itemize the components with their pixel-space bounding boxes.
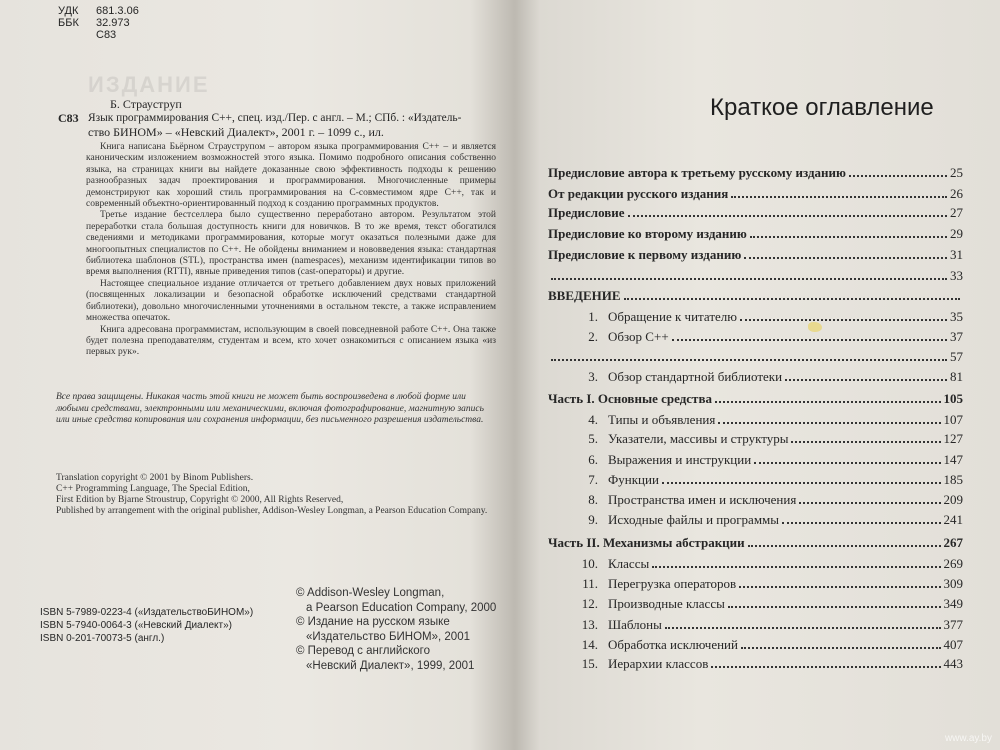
bib-author: Б. Страуструп [110, 97, 182, 111]
watermark: www.ay.by [944, 733, 992, 744]
toc-row [548, 429, 963, 447]
toc-page-number: 147 [943, 452, 963, 467]
toc-entry-label: Обзор стандартной библиотеки [608, 369, 783, 384]
toc-chapter-number: 12. [581, 596, 598, 611]
toc-chapter-number: 3. [588, 369, 598, 384]
toc-entry-label: Часть II. Механизмы абстракции [548, 535, 745, 550]
bibliographic-record [58, 97, 498, 139]
toc-row [548, 594, 963, 612]
toc-row [548, 163, 963, 181]
toc-page-number: 209 [943, 492, 963, 507]
toc-page-number: 31 [950, 247, 963, 262]
toc-entry-label: Иерархии классов [608, 656, 709, 671]
toc-leader-dots [665, 627, 941, 629]
toc-page-number: 57 [950, 349, 963, 364]
toc-leader-dots [652, 566, 940, 568]
toc-row [548, 615, 963, 633]
toc-page-number: 127 [943, 431, 963, 446]
toc-page-number: 27 [950, 205, 963, 220]
toc-entry-label: Исходные файлы и программы [608, 512, 780, 527]
udk-line: УДК 681.3.06 [58, 5, 139, 17]
toc-leader-dots [731, 196, 947, 198]
toc-entry-label: Обзор С++ [608, 329, 669, 344]
toc-leader-dots [551, 359, 947, 361]
toc-row [548, 389, 963, 407]
toc-entry-label: Типы и объявления [608, 412, 716, 427]
toc-row [548, 286, 963, 304]
annotation [86, 142, 496, 359]
toc-row [548, 245, 963, 263]
toc-entry-label: Функции [608, 472, 659, 487]
toc-page-number: 309 [943, 576, 963, 591]
toc-entry-label: Пространства имен и исключения [608, 492, 797, 507]
toc-entry-label: Выражения и инструкции [608, 452, 752, 467]
toc-leader-dots [750, 236, 947, 238]
toc-row [548, 327, 963, 345]
rights-notice: Все права защищены. Никакая часть этой книги не может быть воспроизведена в любой форме или любыми средствами, электронными или механическими, включая фотографирование, магнитную запись или иные средства копирования или сохранения информации, без письменного разрешения издательства. [56, 392, 484, 425]
toc-chapter-number: 7. [588, 472, 598, 487]
copyright-english: Translation copyright © 2001 by Binom Publishers. C++ Programming Language, The Special Edition, First Edition by Bjarne Stroustrup, Copyright © 2000, All Rights Reserved, Published by arrangement with the original publisher, Addison-Wesley Longman, a Pearson Education Company. [56, 473, 488, 516]
toc-page-number: 33 [950, 268, 963, 283]
toc-entry-label: ВВЕДЕНИЕ [548, 288, 621, 303]
toc-leader-dots [672, 339, 947, 341]
toc-row [548, 490, 963, 508]
toc-entry-label: Перегрузка операторов [608, 576, 737, 591]
copyright-russian: © Addison-Wesley Longman, a Pearson Education Company, 2000 © Издание на русском языке «Издательство БИНОМ», 2001 © Перевод с английского «Невский Диалект», 1999, 2001 [296, 587, 497, 672]
toc-chapter-number: 14. [581, 637, 598, 652]
toc-entry-label: Указатели, массивы и структуры [608, 431, 789, 446]
crumb-mark [808, 322, 822, 332]
toc-leader-dots [718, 422, 940, 424]
bib-title-row [58, 111, 498, 125]
annotation-paragraph: Настоящее специальное издание отличается от третьего добавлением двух новых приложений (посвященных локализации и безопасной обработке исключений средствами стандартной библиотеки), довольно многочисленными уточнениями в остальном тексте, а также исправлением множества опечаток. [86, 278, 496, 324]
annotation-paragraph: Книга написана Бьёрном Страуструпом – автором языка программирования С++ – и является каноническим изложением возможностей этого языка. Помимо подробного описания собственно языка, на страницах книги вы найдете доказанные свою эффективность подходы к решению разнообразных задач проектирования и программирования. Многочисленные примеры демонстрируют как хороший стиль программирования на С-совместимом ядре С++, так и современный объектно-ориентированный подход к созданию программных продуктов. [86, 142, 496, 210]
toc-row [548, 450, 963, 468]
toc-entry-label: Предисловие ко второму изданию [548, 226, 747, 241]
toc-page-number: 407 [943, 637, 963, 652]
bbk-line: ББК 32.973 [58, 17, 130, 29]
toc-entry-label: Часть I. Основные средства [548, 391, 712, 406]
toc-page-number: 269 [943, 556, 963, 571]
toc-row [548, 224, 963, 242]
toc-page-number: 267 [943, 535, 963, 550]
annotation-paragraph: Третье издание бестселлера было существенно переработано автором. Результатом этой переработки стала большая доступность книги для новичков. В то же время, текст обогатился сведениями и методиками программирования, которые могут оказаться полезными даже для многоопытных специалистов по С++. Не обойдены вниманием и нововведения языка: стандартная библиотека шаблонов (STL), пространства имен (namespaces), механизм идентификации типов во время выполнения (RTTI), явные приведения типов (cast-операторы) и другие. [86, 210, 496, 278]
toc-page-number: 241 [943, 512, 963, 527]
toc-row [548, 410, 963, 428]
toc-leader-dots [799, 502, 940, 504]
toc-page-number: 349 [943, 596, 963, 611]
toc-page-number: 25 [950, 165, 963, 180]
toc-entry-label: Обращение к читателю [608, 309, 737, 324]
toc-entry-label: От редакции русского издания [548, 186, 729, 201]
toc-page-number: 377 [943, 617, 963, 632]
toc-chapter-number: 1. [588, 309, 598, 324]
toc-leader-dots [782, 522, 940, 524]
toc-leader-dots [662, 482, 941, 484]
toc-entry-label: Предисловие [548, 205, 625, 220]
toc-page-number: 105 [943, 391, 963, 406]
toc-leader-dots [624, 298, 960, 300]
toc-row [548, 347, 963, 365]
toc-entry-label: Обработка исключений [608, 637, 738, 652]
toc-row [548, 307, 963, 325]
bib-title: Язык программирования С++, спец. изд./Пер. с англ. – М.; СПб. : «Издатель- [88, 112, 462, 124]
toc-chapter-number: 11. [582, 576, 598, 591]
toc-row [548, 554, 963, 572]
code-line: С83 [96, 29, 117, 41]
toc-row [548, 510, 963, 528]
toc-leader-dots [741, 647, 941, 649]
toc-chapter-number: 4. [588, 412, 598, 427]
toc-page-number: 37 [950, 329, 963, 344]
toc-page-number: 35 [950, 309, 963, 324]
toc-leader-dots [754, 462, 940, 464]
toc-leader-dots [748, 545, 941, 547]
bleed-through-text: ИЗДАНИЕ [88, 72, 210, 97]
toc-chapter-number: 5. [588, 431, 598, 446]
toc-row [548, 266, 963, 284]
toc-leader-dots [849, 175, 947, 177]
toc-chapter-number: 2. [588, 329, 598, 344]
toc-row [548, 533, 963, 551]
toc-row [548, 635, 963, 653]
toc-row [548, 654, 963, 672]
toc-page-number: 29 [950, 226, 963, 241]
toc-leader-dots [628, 215, 947, 217]
toc-entry-label: Предисловие автора к третьему русскому изданию [548, 165, 846, 180]
toc-chapter-number: 6. [588, 452, 598, 467]
toc-chapter-number: 15. [581, 656, 598, 671]
toc-leader-dots [739, 586, 940, 588]
toc-leader-dots [711, 666, 940, 668]
toc-leader-dots [728, 606, 941, 608]
udk-block [58, 5, 139, 41]
toc-entry-label: Производные классы [608, 596, 725, 611]
toc-chapter-number: 8. [588, 492, 598, 507]
toc-entry-label: Классы [608, 556, 650, 571]
annotation-paragraph: Книга адресована программистам, использующим в своей повседневной работе С++. Она также будет полезна преподавателям, студентам и всем, кто хочет ознакомиться с описанием языка «из первых рук». [86, 324, 496, 358]
toc-leader-dots [551, 278, 947, 280]
toc-chapter-number: 9. [588, 512, 598, 527]
toc-leader-dots [785, 379, 947, 381]
toc-row [548, 184, 963, 202]
toc-row [548, 470, 963, 488]
toc-row [548, 203, 963, 221]
toc-page-number: 185 [943, 472, 963, 487]
toc-title: Краткое оглавление [710, 94, 934, 121]
toc-leader-dots [715, 401, 941, 403]
toc-leader-dots [744, 257, 947, 259]
isbn-list: ISBN 5-7989-0223-4 («ИздательствоБИНОМ») ISBN 5-7940-0064-3 («Невский Диалект») ISBN 0-201-70073-5 (англ.) [40, 607, 254, 644]
toc-chapter-number: 13. [581, 617, 598, 632]
bib-code: С83 [58, 111, 79, 125]
toc-page-number: 26 [950, 186, 963, 201]
toc-leader-dots [791, 441, 940, 443]
toc-chapter-number: 10. [581, 556, 598, 571]
toc-page-number: 443 [943, 656, 963, 671]
toc-entry-label: Предисловие к первому изданию [548, 247, 742, 262]
bib-publisher: ство БИНОМ» – «Невский Диалект», 2001 г. – 1099 с., ил. [88, 125, 384, 139]
toc-row [548, 574, 963, 592]
toc-page-number: 81 [950, 369, 963, 384]
toc-entry-label: Шаблоны [608, 617, 662, 632]
toc-row [548, 367, 963, 385]
toc-leader-dots [740, 319, 947, 321]
toc-page-number: 107 [943, 412, 963, 427]
